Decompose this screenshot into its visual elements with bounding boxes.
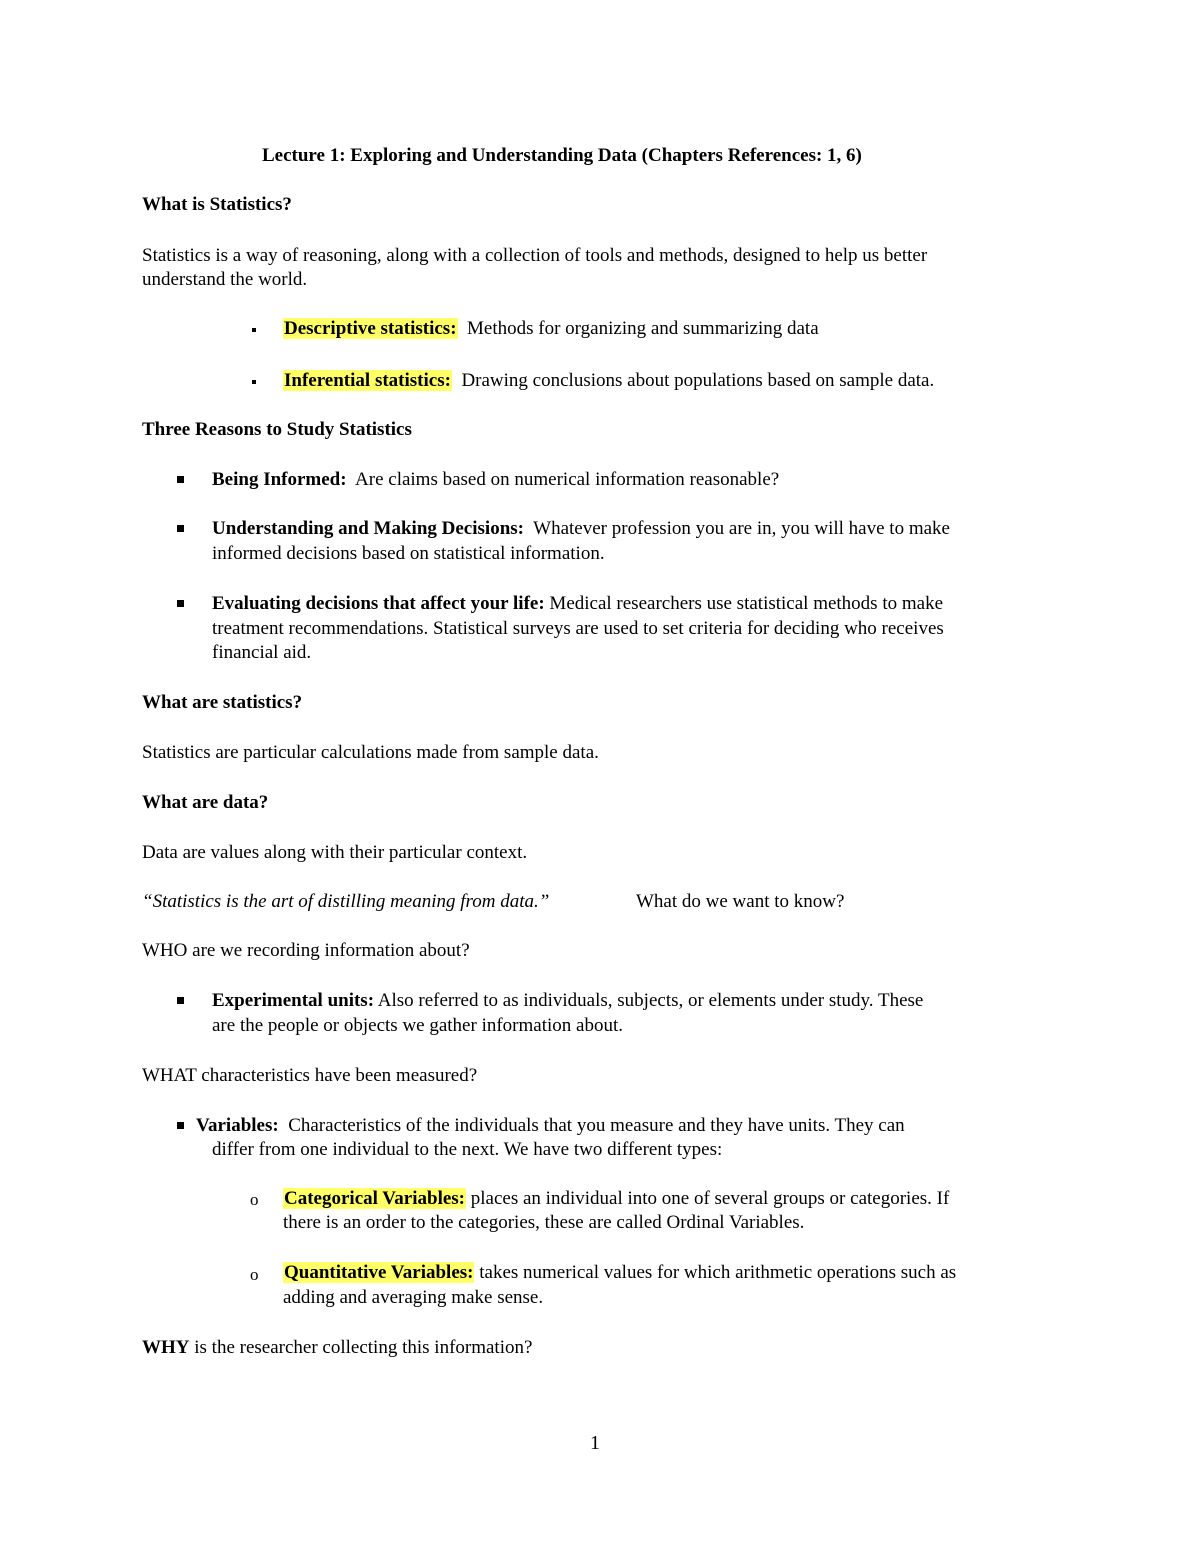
list-item-being-informed: Being Informed: Are claims based on numerical information reasonable? <box>212 469 780 490</box>
list-item-evaluating: Evaluating decisions that affect your life: Medical researchers use statistical methods to make <box>212 593 944 614</box>
list-item-continuation: informed decisions based on statistical information. <box>212 543 605 564</box>
why-line: WHY is the researcher collecting this information? <box>142 1337 533 1358</box>
page-title: Lecture 1: Exploring and Understanding Data (Chapters References: 1, 6) <box>262 145 862 166</box>
bullet-icon <box>177 600 184 607</box>
bullet-icon <box>252 380 256 384</box>
list-item-continuation: financial aid. <box>212 642 312 663</box>
circle-bullet-icon: o <box>250 1190 259 1209</box>
bullet-icon <box>252 328 256 332</box>
list-item-variables: Variables: Characteristics of the individuals that you measure and they have units. They can <box>196 1115 905 1136</box>
heading-what-are-data: What are data? <box>142 792 269 813</box>
paragraph: Data are values along with their particular context. <box>142 842 528 863</box>
bullet-icon <box>177 997 184 1004</box>
list-item-continuation: differ from one individual to the next. We have two different types: <box>212 1139 723 1160</box>
quote-question: What do we want to know? <box>636 891 845 912</box>
list-item-continuation: there is an order to the categories, these are called Ordinal Variables. <box>283 1212 805 1233</box>
heading-what-are-statistics: What are statistics? <box>142 692 303 713</box>
heading-three-reasons: Three Reasons to Study Statistics <box>142 419 412 440</box>
paragraph-line: Statistics is a way of reasoning, along with a collection of tools and methods, designed to help us better <box>142 245 928 266</box>
bullet-icon <box>177 1122 184 1129</box>
list-item-continuation: adding and averaging make sense. <box>283 1287 544 1308</box>
paragraph: Statistics are particular calculations made from sample data. <box>142 742 599 763</box>
circle-bullet-icon: o <box>250 1265 259 1284</box>
what-line: WHAT characteristics have been measured? <box>142 1065 478 1086</box>
list-item-categorical: Categorical Variables: places an individual into one of several groups or categories. If <box>284 1188 950 1209</box>
list-item-quantitative: Quantitative Variables: takes numerical values for which arithmetic operations such as <box>284 1262 957 1283</box>
quote: “Statistics is the art of distilling meaning from data.” <box>142 891 550 912</box>
list-item-inferential: Inferential statistics: Drawing conclusions about populations based on sample data. <box>284 370 935 391</box>
list-item-descriptive: Descriptive statistics: Methods for organizing and summarizing data <box>284 318 819 339</box>
list-item-decisions: Understanding and Making Decisions: Whatever profession you are in, you will have to make <box>212 518 950 539</box>
heading-what-is-statistics: What is Statistics? <box>142 194 292 215</box>
who-line: WHO are we recording information about? <box>142 940 470 961</box>
list-item-experimental-units: Experimental units: Also referred to as individuals, subjects, or elements under study. These <box>212 990 924 1011</box>
bullet-icon <box>177 525 184 532</box>
list-item-continuation: treatment recommendations. Statistical surveys are used to set criteria for deciding who receives <box>212 618 944 639</box>
list-item-continuation: are the people or objects we gather information about. <box>212 1015 623 1036</box>
bullet-icon <box>177 476 184 483</box>
page-number: 1 <box>590 1432 600 1454</box>
paragraph-line: understand the world. <box>142 269 308 290</box>
